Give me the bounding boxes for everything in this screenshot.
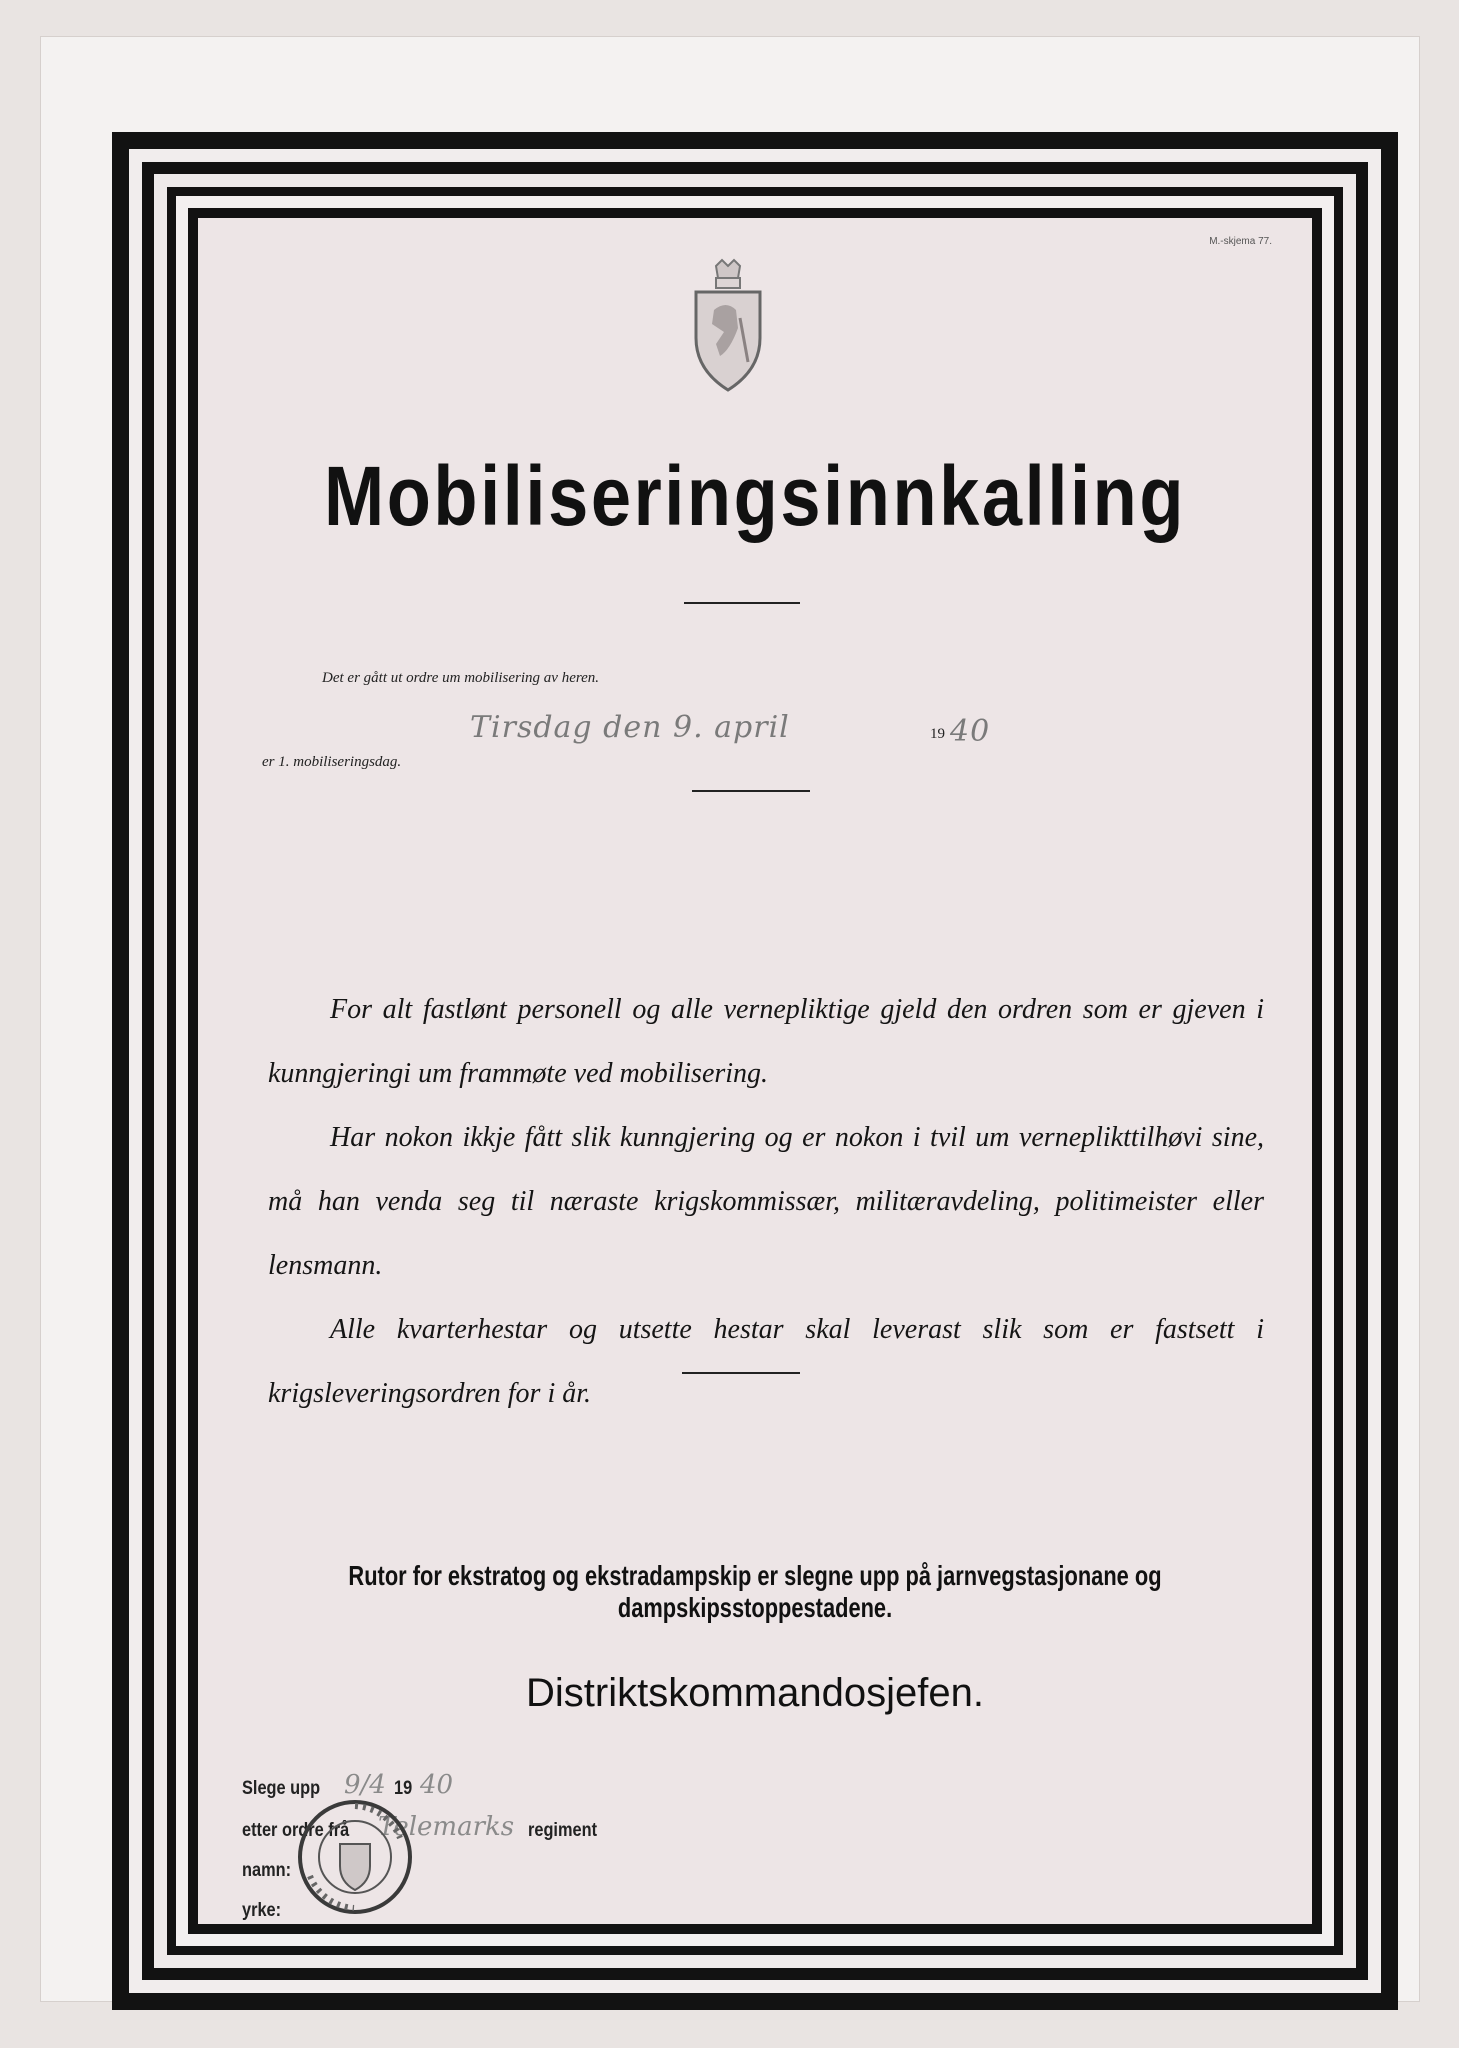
- document-title: Mobiliseringsinnkalling: [323, 449, 1187, 543]
- posted-year-hand: 40: [420, 1770, 454, 1800]
- order-hand: Telemarks: [378, 1812, 515, 1842]
- year-handwritten: 40: [950, 714, 991, 749]
- order-label: etter ordre frå: [242, 1820, 350, 1841]
- intro-line: Det er gått ut ordre um mobilisering av heren.: [322, 670, 600, 686]
- posted-year-print: 19: [394, 1778, 413, 1799]
- transport-notice: Rutor for ekstratog og ekstradampskip er slegne upp på jarnvegstasjonane og dampskipsstoppestadene.: [348, 1560, 1162, 1623]
- body-text: [268, 978, 1264, 1426]
- paragraph-3: Alle kvarterhestar og utsette hestar skal leverast slik som er fastsett i krigsleveringsordren for i år.: [268, 1314, 1264, 1409]
- year-printed: 19: [930, 726, 945, 742]
- paragraph-1: For alt fastlønt personell og alle vernepliktige gjeld den ordren som er gjeven i kunngjeringi um frammøte ved mobilisering.: [268, 994, 1264, 1089]
- signature-line: Distriktskommandosjefen.: [526, 1671, 984, 1715]
- posted-label: Slege upp: [242, 1778, 321, 1799]
- mid-divider: [692, 790, 810, 792]
- police-stamp-icon: [296, 1798, 414, 1916]
- poster-frame: [112, 132, 1398, 2010]
- title-divider: [684, 602, 800, 604]
- coat-of-arms-icon: [690, 258, 766, 392]
- occupation-label: yrke:: [242, 1900, 282, 1921]
- photo-sheet: [40, 36, 1420, 2002]
- poster-paper: [198, 218, 1312, 1924]
- form-code: M.-skjema 77.: [1209, 236, 1272, 247]
- name-label: namn:: [242, 1860, 292, 1881]
- regiment-label: regiment: [528, 1820, 598, 1841]
- handwritten-date: Tirsdag den 9. april: [470, 710, 790, 745]
- first-day-line: er 1. mobiliseringsdag.: [262, 754, 402, 770]
- paragraph-2: Har nokon ikkje fått slik kunngjering og er nokon i tvil um verneplikttilhøvi sine, må han venda seg til næraste krigskommissær, militæravdeling, politimeister eller lensmann.: [268, 1122, 1264, 1281]
- posted-date-hand: 9/4: [344, 1770, 386, 1800]
- lower-divider: [682, 1372, 800, 1374]
